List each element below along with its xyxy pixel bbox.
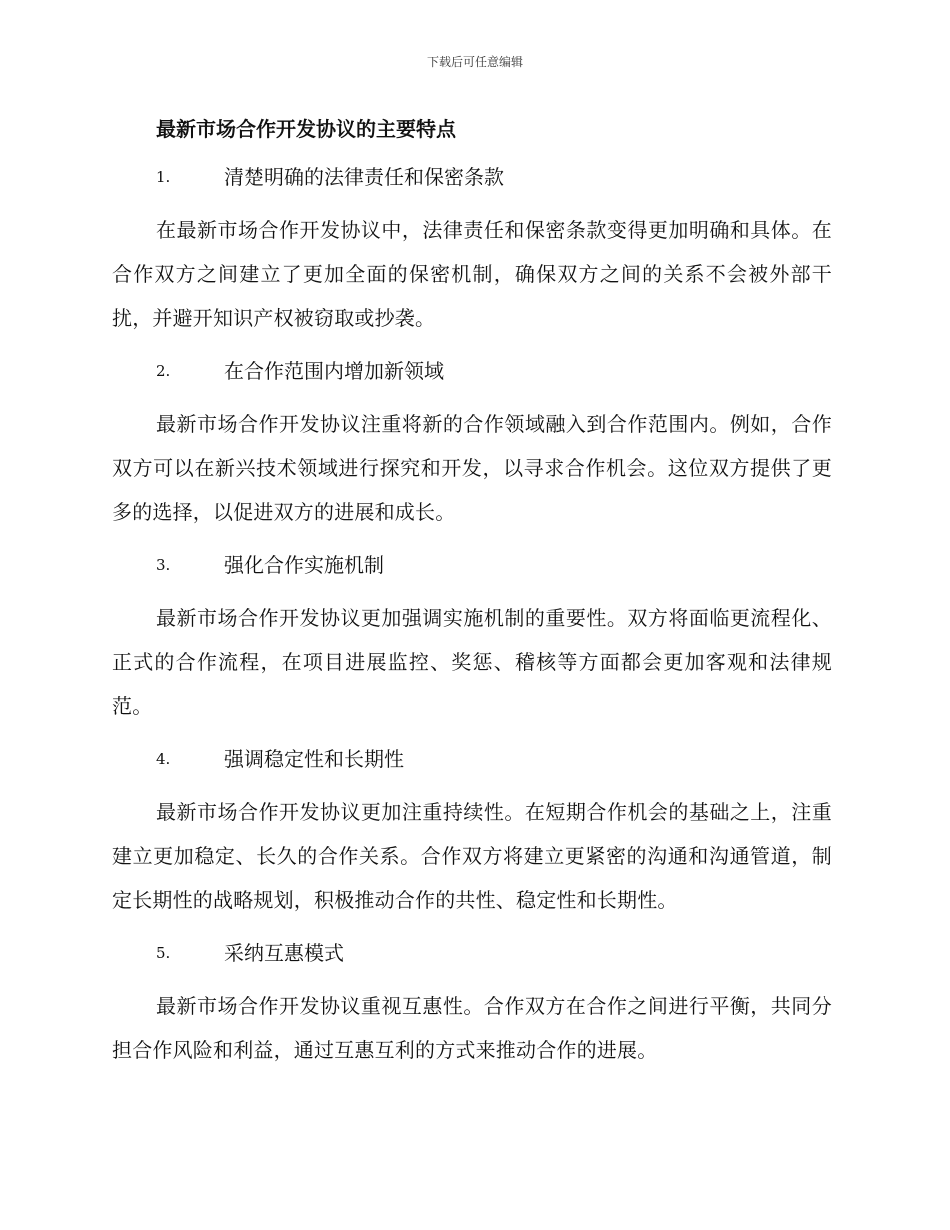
section-4-title: 强调稳定性和长期性	[224, 747, 404, 771]
section-1-number: 1.	[156, 168, 171, 186]
section-5-paragraph: 最新市场合作开发协议重视互惠性。合作双方在合作之间进行平衡，共同分担合作风险和利益，通过互惠互利的方式来推动合作的进展。	[112, 994, 832, 1062]
section-5-title: 采纳互惠模式	[224, 941, 344, 965]
section-3-heading	[156, 548, 832, 582]
section-1-paragraph: 在最新市场合作开发协议中，法律责任和保密条款变得更加明确和具体。在合作双方之间建立了更加全面的保密机制，确保双方之间的关系不会被外部干扰，并避开知识产权被窃取或抄袭。	[112, 218, 832, 330]
section-2-heading	[156, 354, 832, 388]
section-3-title: 强化合作实施机制	[224, 553, 384, 577]
section-1-heading	[156, 160, 832, 194]
section-3-paragraph: 最新市场合作开发协议更加强调实施机制的重要性。双方将面临更流程化、正式的合作流程，在项目进展监控、奖惩、稽核等方面都会更加客观和法律规范。	[112, 606, 832, 718]
section-4-heading	[156, 742, 832, 776]
section-4-paragraph: 最新市场合作开发协议更加注重持续性。在短期合作机会的基础之上，注重建立更加稳定、长久的合作关系。合作双方将建立更紧密的沟通和沟通管道，制定长期性的战略规划，积极推动合作的共性、稳定性和长期性。	[112, 800, 832, 912]
document-title: 最新市场合作开发协议的主要特点	[156, 117, 456, 141]
section-3-number: 3.	[156, 556, 171, 574]
section-5-number: 5.	[156, 944, 171, 962]
section-2-title: 在合作范围内增加新领域	[224, 359, 444, 383]
section-5-heading	[156, 936, 832, 970]
section-2-number: 2.	[156, 362, 171, 380]
header-note: 下载后可任意编辑	[426, 55, 523, 69]
section-2-paragraph: 最新市场合作开发协议注重将新的合作领域融入到合作范围内。例如，合作双方可以在新兴技术领域进行探究和开发，以寻求合作机会。这位双方提供了更多的选择，以促进双方的进展和成长。	[112, 412, 832, 524]
section-4-number: 4.	[156, 750, 171, 768]
document-body	[112, 112, 832, 1086]
section-1-title: 清楚明确的法律责任和保密条款	[224, 165, 504, 189]
